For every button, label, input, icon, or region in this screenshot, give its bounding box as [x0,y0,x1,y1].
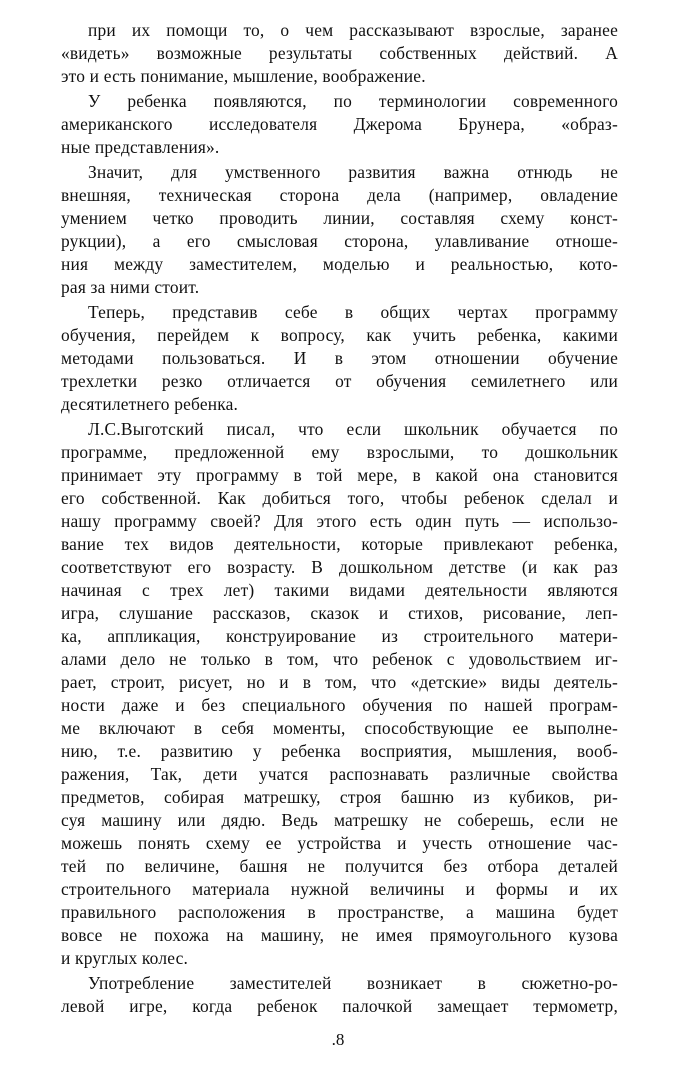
text-line: нашу программу своей? Для этого есть один путь — использо- [61,511,618,531]
text-line: рая за ними стоит. [61,277,200,297]
text-line: методами пользоваться. И в этом отношении обучение [61,348,618,368]
text-line: Л.С.Выготский писал, что если школьник обучается по [88,419,618,439]
text-line: вовсе не похожа на машину, не имея прямоугольного кузова [61,925,618,945]
text-line: предметов, собирая матрешку, строя башню из кубиков, ри- [61,787,618,807]
text-line: левой игре, когда ребенок палочкой замещает термометр, [61,996,618,1016]
text-line: десятилетнего ребенка. [61,394,239,414]
text-line: Значит, для умственного развития важна отнюдь не [88,162,618,182]
text-line: американского исследователя Джерома Брунера, «образ- [61,114,618,134]
paragraph [61,301,618,416]
text-line: начиная с трех лет) такими видами деятельности являются [61,580,618,600]
text-line: «видеть» возможные результаты собственных действий. А [61,43,618,63]
text-line: вание тех видов деятельности, которые привлекают ребенка, [61,534,618,554]
text-line: соответствуют его возрасту. В дошкольном детстве (и как раз [61,557,618,577]
paragraph [61,972,618,1018]
text-line: рукции), а его смысловая сторона, улавливание отноше- [61,231,618,251]
text-line: программе, предложенной ему взрослыми, то дошкольник [61,442,618,462]
text-line: алами дело не только в том, что ребенок с удовольствием иг- [61,649,618,669]
text-line: его собственной. Как добиться того, чтобы ребенок сделал и [61,488,618,508]
paragraph [61,418,618,970]
text-line: правильного расположения в пространстве, а машина будет [61,902,618,922]
text-line: умением четко проводить линии, составляя схему конст- [61,208,618,228]
text-line: Употребление заместителей возникает в сюжетно-ро- [88,973,618,993]
text-line: внешняя, техническая сторона дела (например, овладение [61,185,618,205]
paragraph [61,161,618,299]
text-line: ные представления». [61,137,220,157]
text-line: ме включают в себя моменты, способствующие ее выполне- [61,718,618,738]
text-line: трехлетки резко отличается от обучения семилетнего или [61,371,618,391]
text-line: это и есть понимание, мышление, воображение. [61,66,426,86]
body-text [61,19,618,1020]
text-line: тей по величине, башня не получится без отбора деталей [61,856,618,876]
text-line: ности даже и без специального обучения по нашей програм- [61,695,618,715]
text-line: ражения, Так, дети учатся распознавать различные свойства [61,764,618,784]
text-line: ния между заместителем, моделью и реальностью, кото- [61,254,618,274]
text-line: рает, строит, рисует, но и в том, что «детские» виды деятель- [61,672,618,692]
text-line: игра, слушание рассказов, сказок и стихов, рисование, леп- [61,603,618,623]
page-number: .8 [331,1030,345,1049]
text-line: суя машину или дядю. Ведь матрешку не соберешь, если не [61,810,618,830]
text-line: принимает эту программу в той мере, в какой она становится [61,465,618,485]
paragraph [61,90,618,159]
text-line: и круглых колес. [61,948,189,968]
text-line: можешь понять схему ее устройства и учесть отношение час- [61,833,618,853]
text-line: строительного материала нужной величины и формы и их [61,879,618,899]
text-line: при их помощи то, о чем рассказывают взрослые, заранее [88,20,618,40]
text-line: У ребенка появляются, по терминологии современного [88,91,618,111]
text-line: ка, аппликация, конструирование из строительного матери- [61,626,618,646]
text-line: нию, т.е. развитию у ребенка восприятия, мышления, вооб- [61,741,618,761]
text-line: Теперь, представив себе в общих чертах программу [88,302,618,322]
text-line: обучения, перейдем к вопросу, как учить ребенка, какими [61,325,618,345]
paragraph [61,19,618,88]
